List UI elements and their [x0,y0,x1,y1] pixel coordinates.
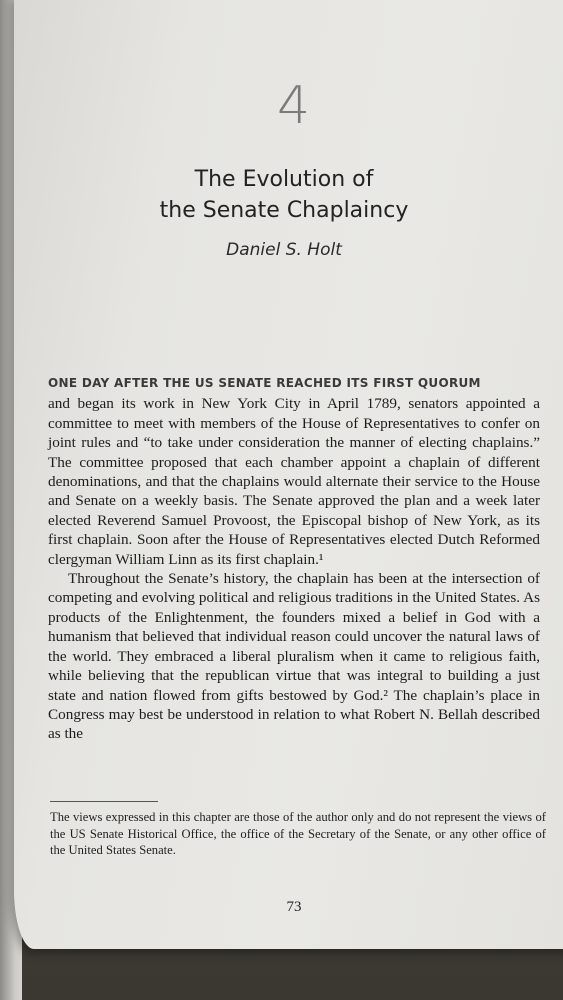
chapter-title-line-1: The Evolution of [194,167,374,192]
chapter-number: 4 [276,76,312,136]
body-text [48,374,540,744]
page-number: 73 [286,899,302,915]
book-page [14,0,563,949]
chapter-title-line-2: the Senate Chaplaincy [159,198,409,223]
opening-small-caps: ONE DAY AFTER THE US SENATE REACHED ITS FIRST QUORUM [48,376,481,390]
paragraph-1: and began its work in New York City in April 1789, senators appointed a committee to meet with members of the House of Representatives to confer on joint rules and “to take under consideration the manner of electing chaplains.” The committee proposed that each chamber appoint a chaplain of different denominations, and that the chaplains would alternate their service to the House and Senate on a weekly basis. The Senate approved the plan and a week later elected Reverend Samuel Provoost, the Episcopal bishop of New York, as its first chaplain. Soon after the House of Representatives elected Dutch Reformed clergyman William Linn as its first chaplain.¹ [48,395,540,568]
paragraph-2: Throughout the Senate’s history, the chaplain has been at the intersection of competing and evolving political and religious traditions in the United States. As products of the Enlightenment, the founders mixed a belief in God with a humanism that believed that individual reason could uncover the natural laws of the world. They embraced a liberal pluralism when it came to religious faith, while believing that the republican virtue that was integral to building a just state and nation flowed from gifts bestowed by God.² The chaplain’s place in Congress may best be understood in relation to what Robert N. Bellah described as the [48,570,540,743]
footnote: The views expressed in this chapter are those of the author only and do not represent the views of the US Senate Historical Office, the office of the Secretary of the Senate, or any other office of the United States Senate. [50,810,546,857]
footnote-rule [50,801,158,802]
chapter-author: Daniel S. Holt [226,240,342,260]
chapter-title [14,164,554,226]
